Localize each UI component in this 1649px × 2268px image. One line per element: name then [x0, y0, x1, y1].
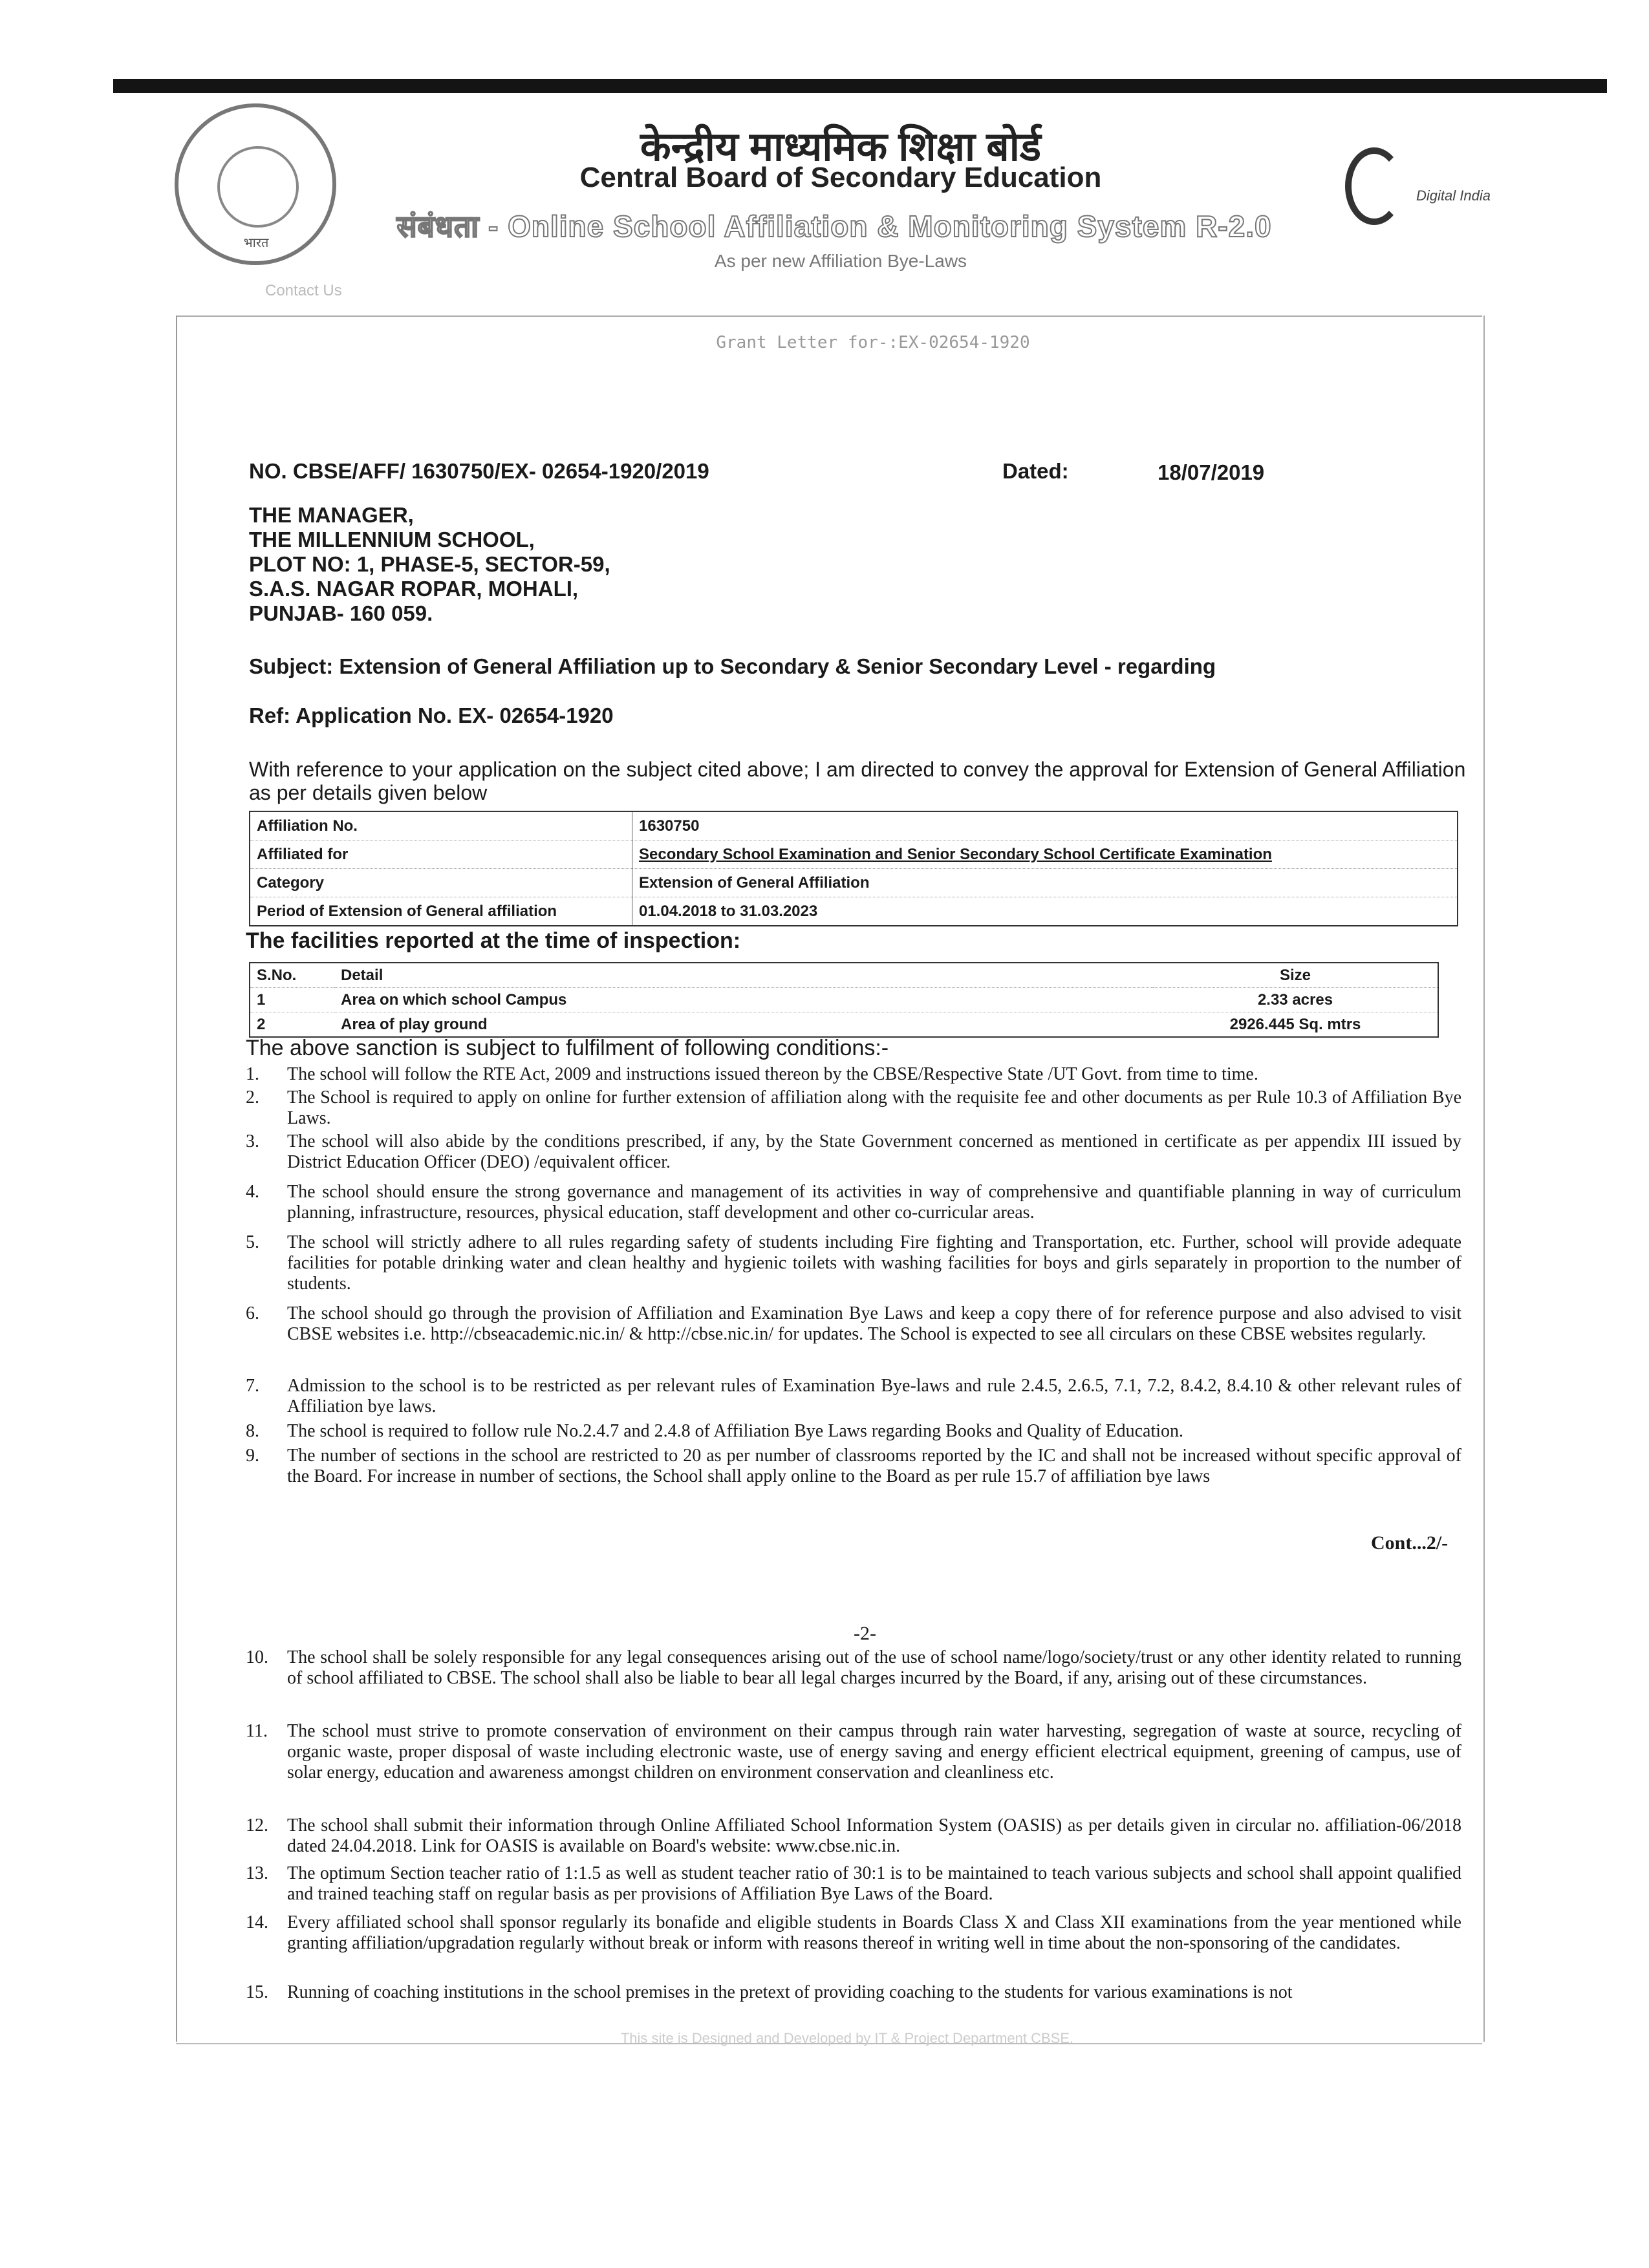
condition-number: 2. [246, 1087, 259, 1107]
system-title: संबंधता - Online School Affiliation & Monitoring System R-2.0 [396, 209, 1272, 243]
table-row [250, 840, 1458, 869]
affiliation-key: Affiliated for [250, 840, 632, 869]
condition-text: Running of coaching institutions in the school premises in the pretext of providing coaching to the students for various examinations is not [287, 1982, 1293, 2002]
condition-number: 10. [246, 1647, 268, 1667]
condition-text: The school must strive to promote conservation of environment on their campus through rain water harvesting, segregation of waste at source, recycling of organic waste, proper disposal of waste including electronic waste, use of energy saving and energy efficient electrical equipment, greening of campus, use of solar energy, education and awareness amongst children on environment conservation and cleanliness etc. [287, 1721, 1461, 1782]
condition-text: The number of sections in the school are restricted to 20 as per number of classrooms reported by the IC and shall not be increased without specific approval of the Board. For increase in number of sections, the School shall apply online to the Board as per rule 15.7 of affiliation bye laws [287, 1446, 1461, 1486]
condition-number: 4. [246, 1182, 259, 1202]
condition-text: The school shall submit their information through Online Affiliated School Information System (OASIS) as per details given in circular no. affiliation-06/2018 dated 24.04.2018. Link for OASIS is available on Board's website: www.cbse.nic.in. [287, 1815, 1461, 1856]
condition-item [246, 1376, 1461, 1417]
condition-number: 3. [246, 1131, 259, 1151]
affiliation-value: 01.04.2018 to 31.03.2023 [632, 897, 1458, 926]
address-line: S.A.S. NAGAR ROPAR, MOHALI, [249, 577, 579, 601]
condition-number: 12. [246, 1815, 268, 1835]
facility-sno: 2 [250, 1012, 334, 1038]
affiliation-value: Extension of General Affiliation [632, 869, 1458, 897]
condition-item [246, 1982, 1461, 2003]
affiliation-value: 1630750 [632, 811, 1458, 840]
column-header-detail: Detail [334, 963, 1153, 988]
condition-item [246, 1182, 1461, 1223]
address-line: THE MANAGER, [249, 503, 414, 527]
condition-text: Every affiliated school shall sponsor regularly its bonafide and eligible students in Boards Class X and Class XII examinations from the year mentioned while granting affiliation/upgradation regularly without break or inform with reasons thereof in writing well in time about the non-sponsoring of the candidates. [287, 1912, 1461, 1953]
dated-value: 18/07/2019 [1158, 460, 1265, 484]
condition-number: 8. [246, 1421, 259, 1441]
condition-number: 9. [246, 1446, 259, 1466]
affiliation-key: Affiliation No. [250, 811, 632, 840]
condition-number: 15. [246, 1982, 268, 2002]
facility-size: 2926.445 Sq. mtrs [1153, 1012, 1438, 1038]
condition-item [246, 1721, 1461, 1783]
site-footer: This site is Designed and Developed by IT & Project Department CBSE. [620, 2030, 1074, 2046]
condition-text: The school shall be solely responsible for any legal consequences arising out of the use of school name/logo/society/trust or any other identity related to running of school affiliated to CBSE. The school shall also be liable to bear all legal charges incurred by the Board, if any, arising out of these circumstances. [287, 1647, 1461, 1688]
facility-size: 2.33 acres [1153, 988, 1438, 1012]
continuation-note: Cont...2/- [1371, 1532, 1449, 1554]
digital-india-logo-icon [1345, 147, 1403, 225]
affiliation-key: Period of Extension of General affiliation [250, 897, 632, 926]
condition-number: 14. [246, 1912, 268, 1932]
facility-sno: 1 [250, 988, 334, 1012]
contact-us-link[interactable]: Contact Us [265, 282, 342, 299]
condition-text: The optimum Section teacher ratio of 1:1.5 as well as student teacher ratio of 30:1 is to be maintained to teach various subjects and school shall appoint qualified and trained teaching staff on regular basis as per provisions of Affiliation Bye Laws of the Board. [287, 1863, 1461, 1904]
condition-text: The School is required to apply on online for further extension of affiliation along with the requisite fee and other documents as per Rule 10.3 of Affiliation Bye Laws. [287, 1087, 1461, 1128]
condition-text: The school will also abide by the conditions prescribed, if any, by the State Government concerned as mentioned in certificate as per appendix III issued by District Education Officer (DEO) /equivalent officer. [287, 1131, 1461, 1172]
digital-india-label: Digital India [1416, 187, 1491, 204]
table-row [250, 988, 1438, 1012]
condition-item [246, 1232, 1461, 1294]
affiliation-key: Category [250, 869, 632, 897]
condition-item [246, 1421, 1461, 1442]
cbse-logo-icon [175, 103, 336, 265]
column-header-size: Size [1153, 963, 1438, 988]
condition-number: 11. [246, 1721, 268, 1741]
condition-item [246, 1087, 1461, 1129]
logo-caption: भारत [243, 236, 269, 250]
condition-text: The school should go through the provision of Affiliation and Examination Bye Laws and keep a copy there of for reference purpose and also advised to visit CBSE websites i.e. http://cbseacademic.nic.in/ & http://cbse.nic.in/ for updates. The School is expected to see all circulars on these CBSE websites regularly. [287, 1303, 1461, 1344]
condition-item [246, 1815, 1461, 1857]
reference-number: NO. CBSE/AFF/ 1630750/EX- 02654-1920/2019 [249, 459, 709, 483]
facilities-table [249, 962, 1439, 1038]
page-number: -2- [854, 1623, 876, 1644]
condition-number: 1. [246, 1064, 259, 1084]
condition-item [246, 1064, 1461, 1085]
header-bar [113, 79, 1607, 93]
facility-detail: Area of play ground [334, 1012, 1153, 1038]
table-row [250, 897, 1458, 926]
table-row [250, 1012, 1438, 1038]
grant-letter-title: Grant Letter for-:EX-02654-1920 [716, 333, 1030, 352]
bye-laws-subtitle: As per new Affiliation Bye-Laws [714, 251, 967, 271]
board-title: Central Board of Secondary Education [579, 162, 1102, 193]
column-header-sno: S.No. [250, 963, 334, 988]
hindi-title: केन्द्रीय माध्यमिक शिक्षा बोर्ड [640, 125, 1041, 169]
dated-label: Dated: [1002, 459, 1069, 483]
condition-item [246, 1647, 1461, 1689]
table-row [250, 811, 1458, 840]
address-line: THE MILLENNIUM SCHOOL, [249, 528, 535, 551]
address-line: PUNJAB- 160 059. [249, 601, 433, 625]
table-header-row [250, 963, 1438, 988]
condition-text: The school will follow the RTE Act, 2009 and instructions issued thereon by the CBSE/Respective State /UT Govt. from time to time. [287, 1064, 1258, 1084]
address-line: PLOT NO: 1, PHASE-5, SECTOR-59, [249, 552, 610, 576]
reference-application: Ref: Application No. EX- 02654-1920 [249, 703, 614, 727]
affiliation-value: Secondary School Examination and Senior Secondary School Certificate Examination [632, 840, 1458, 869]
condition-item [246, 1912, 1461, 1954]
condition-item [246, 1131, 1461, 1173]
condition-text: The school is required to follow rule No.2.4.7 and 2.4.8 of Affiliation Bye Laws regarding Books and Quality of Education. [287, 1421, 1183, 1441]
condition-text: Admission to the school is to be restricted as per relevant rules of Examination Bye-laws and rule 2.4.5, 2.6.5, 7.1, 7.2, 8.4.2, 8.4.10 & other relevant rules of Affiliation bye laws. [287, 1376, 1461, 1417]
intro-paragraph: With reference to your application on the subject cited above; I am directed to convey the approval for Extension of General Affiliation as per details given below [249, 758, 1466, 804]
table-row [250, 869, 1458, 897]
condition-number: 7. [246, 1376, 259, 1396]
condition-item [246, 1863, 1461, 1905]
affiliation-table [249, 811, 1458, 926]
subject-line: Subject: Extension of General Affiliation up to Secondary & Senior Secondary Level - regarding [249, 654, 1216, 678]
condition-item [246, 1446, 1461, 1487]
facilities-heading: The facilities reported at the time of inspection: [246, 928, 741, 953]
condition-text: The school will strictly adhere to all rules regarding safety of students including Fire fighting and Transportation, etc. Further, school will provide adequate facilities for potable drinking water and clean healthy and hygienic toilets with washing facilities for boys and girls separately in proportion to the number of students. [287, 1232, 1461, 1294]
condition-item [246, 1303, 1461, 1345]
address-block [249, 503, 610, 626]
conditions-heading: The above sanction is subject to fulfilment of following conditions:- [246, 1036, 889, 1060]
facility-detail: Area on which school Campus [334, 988, 1153, 1012]
condition-number: 6. [246, 1303, 259, 1323]
condition-number: 13. [246, 1863, 268, 1883]
condition-number: 5. [246, 1232, 259, 1252]
condition-text: The school should ensure the strong governance and management of its activities in way of comprehensive and quantifiable planning in way of curriculum planning, infrastructure, resources, physical education, staff development and other co-curricular areas. [287, 1182, 1461, 1223]
